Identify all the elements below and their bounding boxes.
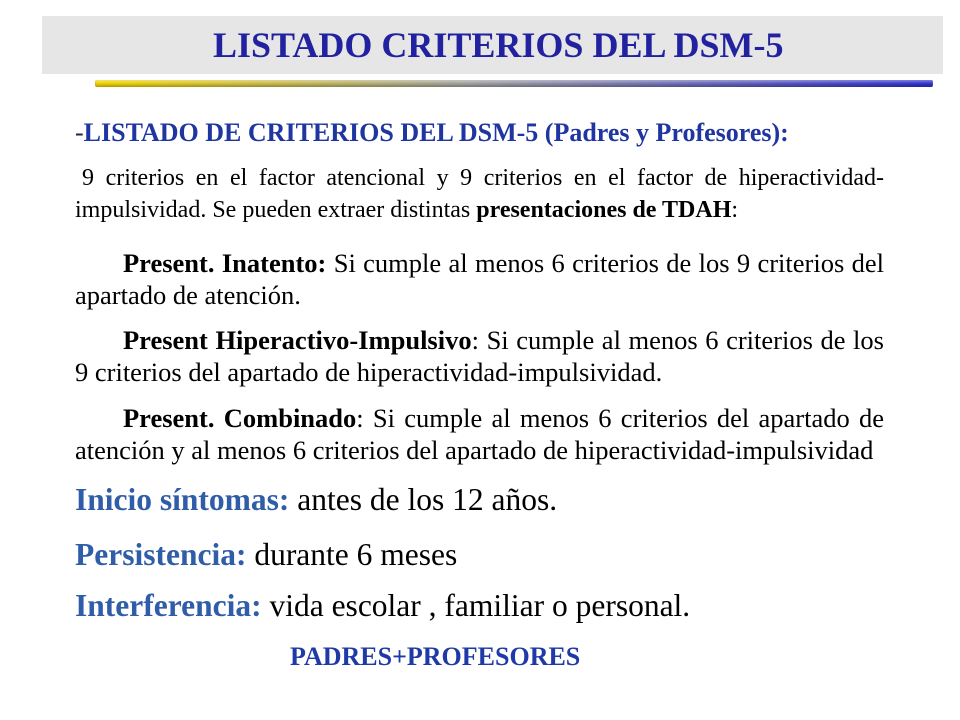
fact-text: antes de los 12 años. <box>297 482 558 517</box>
fact-label: Inicio síntomas: <box>75 482 290 517</box>
presentation-text: Si cumple al menos 6 criterios de los 9 criterios del apartado de hiperactividad-impulsividad. <box>75 325 884 387</box>
presentation-hiperactivo <box>75 324 884 388</box>
presentation-label: Present Hiperactivo-Impulsivo <box>123 325 472 355</box>
subtitle <box>75 118 789 148</box>
fact-label: Interferencia: <box>75 588 262 623</box>
fact-text: vida escolar , familiar o personal. <box>269 588 691 623</box>
presentation-sep: : <box>471 325 479 355</box>
fact-text: durante 6 meses <box>254 537 458 572</box>
presentation-label: Present. Combinado <box>123 403 357 433</box>
intro-text: 9 criterios en el factor atencional y 9 criterios en el factor de hiperactividad-impulsividad. Se pueden extraer distintas <box>75 165 884 223</box>
intro-paragraph <box>75 162 884 226</box>
fact-label: Persistencia: <box>75 537 247 572</box>
fact-interferencia <box>75 586 690 626</box>
title-bar <box>42 16 943 74</box>
fact-persistencia <box>75 535 457 575</box>
presentation-combinado <box>75 402 884 466</box>
fact-inicio-sintomas <box>75 480 557 520</box>
subtitle-text: LISTADO DE CRITERIOS DEL DSM-5 (Padres y Profesores): <box>83 118 789 147</box>
intro-end: : <box>731 197 739 223</box>
presentation-text: Si cumple al menos 6 criterios del apartado de atención y al menos 6 criterios del apartado de hiperactividad-impulsividad <box>75 403 884 465</box>
presentation-inatento <box>75 247 884 311</box>
subtitle-dash: - <box>75 118 84 147</box>
footer-label: PADRES+PROFESORES <box>290 642 581 671</box>
slide-title: LISTADO CRITERIOS DEL DSM-5 <box>213 25 784 65</box>
title-underline <box>95 80 933 87</box>
presentation-text: Si cumple al menos 6 criterios de los 9 criterios del apartado de atención. <box>75 248 885 310</box>
presentation-sep: : <box>356 403 364 433</box>
intro-bold: presentaciones de TDAH <box>476 197 732 223</box>
presentation-label: Present. Inatento: <box>123 248 327 278</box>
